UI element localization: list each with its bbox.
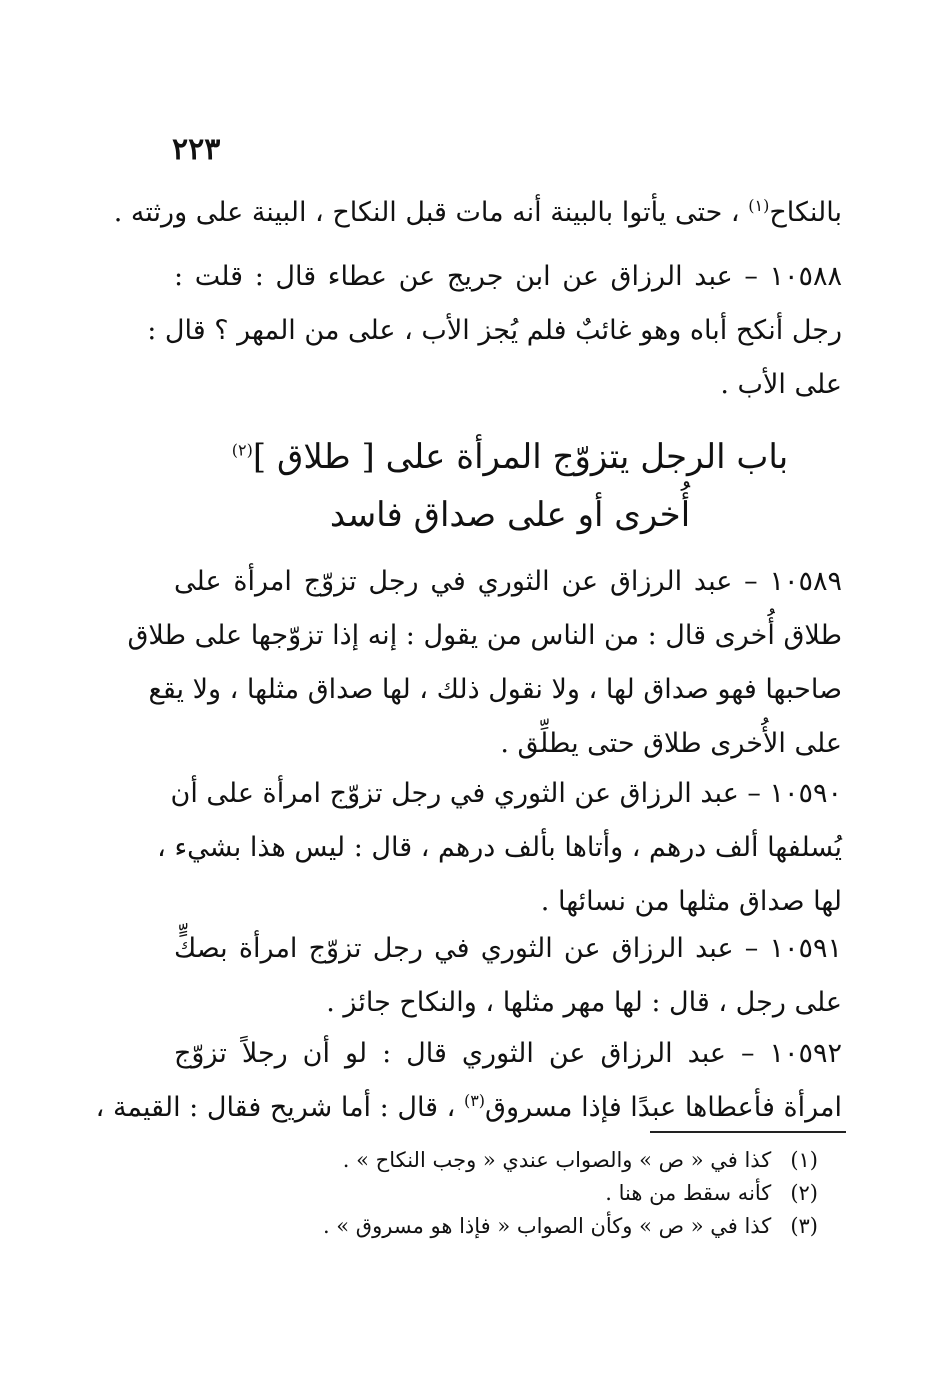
text-line: على رجل ، قال : لها مهر مثلها ، والنكاح جائز . <box>326 987 842 1018</box>
text-fragment: ، حتى يأتوا بالبينة أنه مات قبل النكاح ، البينة على ورثته . <box>113 197 749 228</box>
text-fragment: ، قال : أما شريح فقال : القيمة ، <box>95 1092 464 1123</box>
text-line: يُسلفها ألف درهم ، وأتاها بألف درهم ، قال : ليس هذا بشيء ، <box>157 832 842 863</box>
footnote-ref: (٢) <box>231 440 253 460</box>
heading-text: باب الرجل يتزوّج المرأة على [ طلاق ] <box>252 437 789 477</box>
hadith-10590 <box>157 767 842 929</box>
text-line <box>113 186 842 240</box>
heading-line-2: أُخرى أو على صداق فاسد <box>329 495 691 535</box>
footnote-number: (١) <box>790 1148 818 1172</box>
footnote-number: (٣) <box>790 1214 818 1238</box>
text-fragment: بالنكاح <box>769 197 842 228</box>
footnote-text: كأنه سقط من هنا . <box>605 1181 772 1205</box>
text-fragment: امرأة فأعطاها عبدًا فإذا مسروق <box>485 1092 842 1123</box>
hadith-10588 <box>147 250 842 412</box>
footnote-text: كذا في « ص » وكأن الصواب « فإذا هو مسروق » . <box>322 1214 772 1238</box>
footnote-2 <box>218 1177 818 1210</box>
heading-line-1 <box>220 428 800 486</box>
text-line: ١٠٥٩١ – عبد الرزاق عن الثوري في رجل تزوّج امرأة بصكٍّ <box>174 933 842 964</box>
chapter-heading <box>220 428 800 544</box>
text-line <box>95 1081 842 1135</box>
text-line: لها صداق مثلها من نسائها . <box>540 886 842 917</box>
text-line: صاحبها فهو صداق لها ، ولا نقول ذلك ، لها صداق مثلها ، ولا يقع <box>148 674 842 705</box>
footnotes <box>218 1144 818 1243</box>
text-line: على الأُخرى طلاق حتى يطلِّق . <box>500 728 842 759</box>
text-line: ١٠٥٩٠ – عبد الرزاق عن الثوري في رجل تزوّج امرأة على أن <box>170 778 842 809</box>
hadith-10589 <box>127 555 842 771</box>
carryover-paragraph <box>113 186 842 240</box>
hadith-10592 <box>95 1027 842 1135</box>
text-line: رجل أنكح أباه وهو غائبٌ فلم يُجز الأب ، على من المهر ؟ قال : <box>147 315 842 346</box>
text-line: ١٠٥٨٩ – عبد الرزاق عن الثوري في رجل تزوّج امرأة على <box>174 566 842 597</box>
footnote-text: كذا في « ص » والصواب عندي « وجب النكاح » . <box>342 1148 772 1172</box>
footnote-1 <box>218 1144 818 1177</box>
page-number: ٢٢٣ <box>172 132 221 167</box>
text-line: ١٠٥٩٢ – عبد الرزاق عن الثوري قال : لو أن رجلاً تزوّج <box>174 1038 842 1069</box>
footnote-number: (٢) <box>790 1181 818 1205</box>
footnote-3 <box>218 1210 818 1243</box>
text-line: طلاق أُخرى قال : من الناس من يقول : إنه إذا تزوّجها على طلاق <box>127 620 842 651</box>
text-line: ١٠٥٨٨ – عبد الرزاق عن ابن جريج عن عطاء قال : قلت : <box>174 261 842 292</box>
footnote-separator <box>650 1131 846 1133</box>
text-line: على الأب . <box>720 369 842 400</box>
footnote-ref: (١) <box>748 196 770 215</box>
hadith-10591 <box>174 922 842 1030</box>
footnote-ref: (٣) <box>463 1091 486 1110</box>
